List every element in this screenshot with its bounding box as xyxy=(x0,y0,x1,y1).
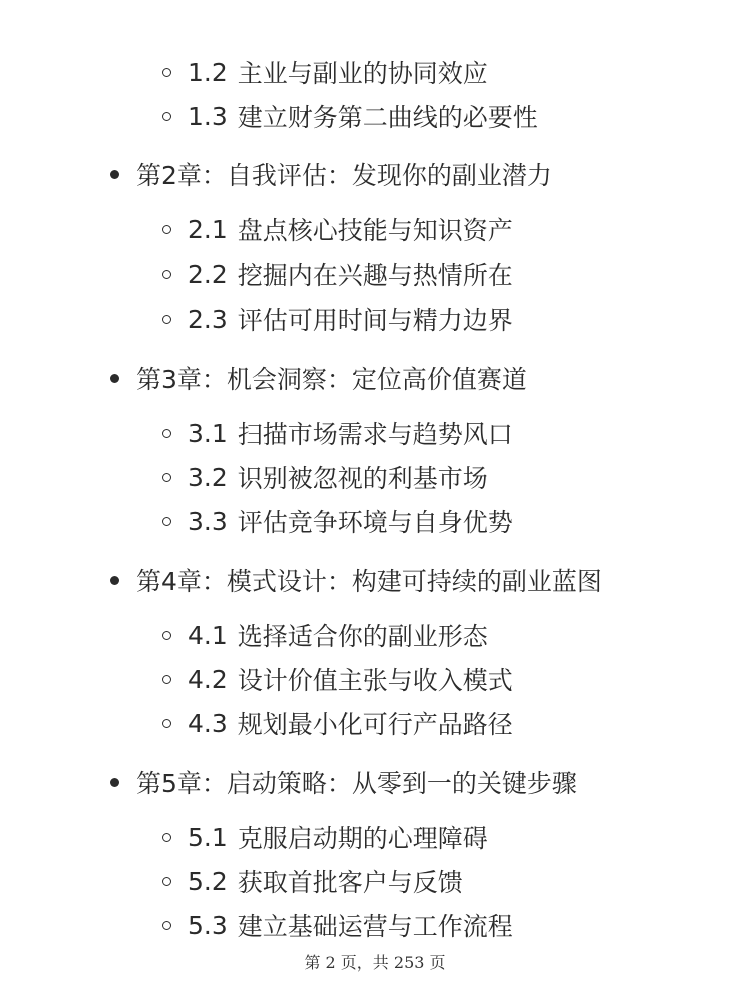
section-title: 建立基础运营与工作流程 xyxy=(237,912,513,941)
hollow-bullet-icon xyxy=(162,877,171,886)
section-number: 4.1 xyxy=(188,620,228,650)
toc-chapter-4 xyxy=(110,562,602,598)
hollow-bullet-icon xyxy=(162,675,171,684)
section-title: 盘点核心技能与知识资产 xyxy=(237,216,513,245)
hollow-bullet-icon xyxy=(162,315,171,324)
hollow-bullet-icon xyxy=(162,112,171,121)
section-title: 选择适合你的副业形态 xyxy=(237,622,488,651)
filled-bullet-icon xyxy=(110,778,119,787)
chapter-title: 第3章：机会洞察：定位高价值赛道 xyxy=(136,365,527,394)
section-number: 5.2 xyxy=(188,866,228,896)
toc-chapter-2 xyxy=(110,156,552,192)
section-title: 识别被忽视的利基市场 xyxy=(237,464,488,493)
section-title: 挖掘内在兴趣与热情所在 xyxy=(237,261,513,290)
hollow-bullet-icon xyxy=(162,719,171,728)
section-number: 2.1 xyxy=(188,214,228,244)
section-number: 3.3 xyxy=(188,506,228,536)
toc-section-2-3 xyxy=(162,301,513,337)
toc-section-5-2 xyxy=(162,863,463,899)
section-title: 获取首批客户与反馈 xyxy=(237,868,463,897)
section-number: 3.2 xyxy=(188,462,228,492)
section-title: 扫描市场需求与趋势风口 xyxy=(237,420,513,449)
page-footer: 第 2 页，共 253 页 xyxy=(304,953,446,972)
hollow-bullet-icon xyxy=(162,833,171,842)
filled-bullet-icon xyxy=(110,576,119,585)
filled-bullet-icon xyxy=(110,374,119,383)
chapter-title: 第4章：模式设计：构建可持续的副业蓝图 xyxy=(136,567,602,596)
section-number: 1.2 xyxy=(188,57,228,87)
section-title: 规划最小化可行产品路径 xyxy=(237,710,513,739)
section-title: 主业与副业的协同效应 xyxy=(237,59,488,88)
toc-section-4-3 xyxy=(162,705,513,741)
toc-section-5-1 xyxy=(162,819,488,855)
toc-section-4-1 xyxy=(162,617,488,653)
hollow-bullet-icon xyxy=(162,473,171,482)
toc-section-5-3 xyxy=(162,907,513,943)
section-number: 4.3 xyxy=(188,708,228,738)
section-title: 建立财务第二曲线的必要性 xyxy=(237,103,538,132)
section-title: 评估可用时间与精力边界 xyxy=(237,306,513,335)
section-number: 1.3 xyxy=(188,101,228,131)
section-number: 5.3 xyxy=(188,910,228,940)
hollow-bullet-icon xyxy=(162,225,171,234)
toc-section-1-3 xyxy=(162,98,538,134)
section-title: 评估竞争环境与自身优势 xyxy=(237,508,513,537)
chapter-title: 第2章：自我评估：发现你的副业潜力 xyxy=(136,161,552,190)
toc-section-4-2 xyxy=(162,661,513,697)
toc-chapter-5 xyxy=(110,764,577,800)
hollow-bullet-icon xyxy=(162,517,171,526)
toc-section-3-2 xyxy=(162,459,488,495)
hollow-bullet-icon xyxy=(162,631,171,640)
toc-section-2-1 xyxy=(162,211,513,247)
filled-bullet-icon xyxy=(110,170,119,179)
hollow-bullet-icon xyxy=(162,270,171,279)
section-number: 5.1 xyxy=(188,822,228,852)
toc-section-3-3 xyxy=(162,503,513,539)
chapter-title: 第5章：启动策略：从零到一的关键步骤 xyxy=(136,769,577,798)
toc-chapter-3 xyxy=(110,360,527,396)
section-title: 克服启动期的心理障碍 xyxy=(237,824,488,853)
section-number: 3.1 xyxy=(188,418,228,448)
toc-section-1-2 xyxy=(162,54,488,90)
section-number: 2.3 xyxy=(188,304,228,334)
section-number: 2.2 xyxy=(188,259,228,289)
hollow-bullet-icon xyxy=(162,68,171,77)
section-number: 4.2 xyxy=(188,664,228,694)
hollow-bullet-icon xyxy=(162,429,171,438)
toc-section-2-2 xyxy=(162,256,513,292)
toc-section-3-1 xyxy=(162,415,513,451)
section-title: 设计价值主张与收入模式 xyxy=(237,666,513,695)
hollow-bullet-icon xyxy=(162,921,171,930)
